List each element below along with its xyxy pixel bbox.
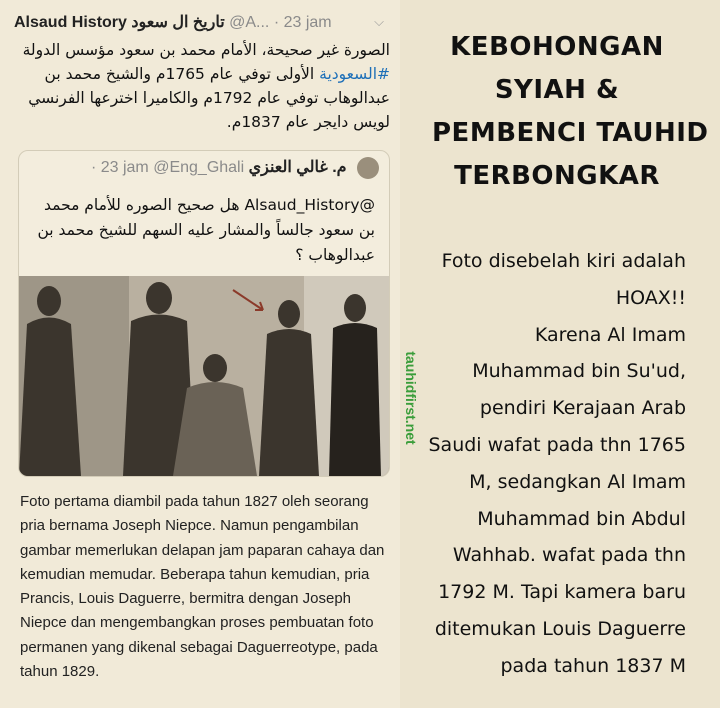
explanation-line: Muhammad bin Su'ud, — [472, 360, 686, 383]
watermark-text: tauhidfirst.net — [403, 351, 419, 445]
quoted-tweet-header — [29, 157, 379, 181]
explanation-line: M, sedangkan Al Imam — [469, 470, 686, 493]
explanation-line: pendiri Kerajaan Arab — [479, 397, 686, 420]
quoted-tweet[interactable] — [18, 150, 390, 477]
headline-line: PEMBENCI TAUHID — [432, 118, 709, 148]
tweet-time: · 23 jam — [273, 14, 332, 31]
explanation-line: HOAX!! — [615, 286, 686, 309]
tweet-text — [14, 38, 390, 134]
quoted-handle[interactable]: @Eng_Ghali — [153, 159, 245, 177]
headline-line: KEBOHONGAN — [450, 32, 664, 62]
photo-figures — [19, 276, 389, 476]
hashtag-link[interactable]: #السعودية — [319, 65, 390, 83]
headline-line: SYIAH & — [494, 75, 620, 105]
photo-caption: Foto pertama diambil pada tahun 1827 oleh seorang pria bernama Joseph Niepce. Namun pengambilan gambar memerlukan delapan jam paparan cahaya dan kemudian memudar. Beberapa tahun kemudian, pria Prancis, Louis Daguerre, bermitra dengan Joseph Niepce dan mengembangkan proses pembuatan foto permanen yang dikenal sebagai Daguerreotype, pada tahun 1829. — [20, 493, 385, 681]
headline-line: TERBONGKAR — [454, 161, 660, 191]
explanation-line: Saudi wafat pada thn 1765 — [428, 433, 686, 456]
explanation-line: Karena Al Imam — [534, 323, 686, 346]
explanation-line: Foto disebelah kiri adalah — [441, 250, 686, 272]
tweet-header — [14, 12, 390, 36]
explanation-line: 1792 M. Tapi kamera baru — [438, 581, 686, 604]
explanation-text — [416, 243, 686, 685]
historical-photo[interactable] — [19, 276, 389, 476]
explanation-line: Wahhab. wafat pada thn — [452, 544, 686, 567]
explanation-line: Muhammad bin Abdul — [477, 507, 686, 530]
explanation-line: pada tahun 1837 M — [500, 654, 686, 677]
quoted-tweet-text: @Alsaud_History هل صحيح الصوره للأمام محمد بن سعود جالساً والمشار عليه السهم للشيخ محمد بن عبدالوهاب ؟ — [37, 196, 375, 264]
headline — [432, 26, 709, 198]
quoted-author[interactable]: م. غالي العنزي — [248, 159, 347, 177]
tweet-text-end: الأولى توفي عام 1765م والشيخ محمد بن عبدالوهاب توفي عام 1792م والكاميرا اخترعها الفرنسي لويس دايجر عام 1837م. — [28, 65, 390, 131]
tweet-handle[interactable]: @A... — [229, 14, 270, 31]
tweet-author[interactable]: Alsaud History تاريخ ال سعود — [14, 14, 225, 31]
tweet-text-start: الصورة غير صحيحة، الأمام محمد بن سعود مؤسس الدولة — [22, 41, 390, 59]
quoted-time: · 23 jam — [90, 159, 149, 177]
avatar[interactable] — [357, 157, 379, 179]
explanation-line: ditemukan Louis Daguerre — [434, 617, 686, 640]
chevron-down-icon[interactable]: ⌵ — [374, 14, 384, 29]
